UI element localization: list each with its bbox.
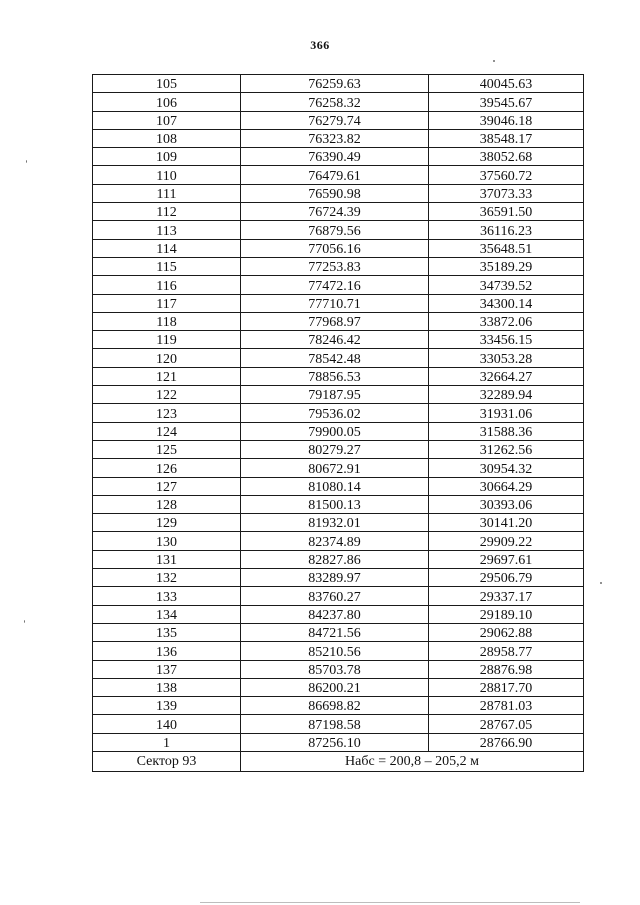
y-coordinate-cell: 33456.15 [429, 331, 584, 349]
point-number-cell: 113 [93, 221, 241, 239]
height-range-label: Набс = 200,8 – 205,2 м [241, 751, 584, 771]
y-coordinate-cell: 35189.29 [429, 257, 584, 275]
y-coordinate-cell: 37073.33 [429, 184, 584, 202]
y-coordinate-cell: 40045.63 [429, 75, 584, 93]
x-coordinate-cell: 76258.32 [241, 93, 429, 111]
scan-speck [26, 160, 27, 163]
table-row [93, 715, 584, 733]
page-number: 366 [310, 38, 330, 52]
table-row [93, 550, 584, 568]
point-number-cell: 112 [93, 203, 241, 221]
x-coordinate-cell: 77710.71 [241, 294, 429, 312]
point-number-cell: 134 [93, 605, 241, 623]
x-coordinate-cell: 80672.91 [241, 459, 429, 477]
table-row [93, 129, 584, 147]
table-row [93, 349, 584, 367]
x-coordinate-cell: 76323.82 [241, 129, 429, 147]
scan-speck [493, 60, 495, 62]
x-coordinate-cell: 78246.42 [241, 331, 429, 349]
x-coordinate-cell: 87256.10 [241, 733, 429, 751]
y-coordinate-cell: 33872.06 [429, 312, 584, 330]
point-number-cell: 135 [93, 623, 241, 641]
y-coordinate-cell: 36591.50 [429, 203, 584, 221]
table-row [93, 440, 584, 458]
x-coordinate-cell: 79900.05 [241, 422, 429, 440]
table-row [93, 331, 584, 349]
y-coordinate-cell: 29062.88 [429, 623, 584, 641]
point-number-cell: 111 [93, 184, 241, 202]
point-number-cell: 118 [93, 312, 241, 330]
y-coordinate-cell: 29189.10 [429, 605, 584, 623]
table-row [93, 660, 584, 678]
table-row [93, 459, 584, 477]
y-coordinate-cell: 28876.98 [429, 660, 584, 678]
table-row [93, 422, 584, 440]
y-coordinate-cell: 33053.28 [429, 349, 584, 367]
point-number-cell: 132 [93, 569, 241, 587]
x-coordinate-cell: 76879.56 [241, 221, 429, 239]
table-row [93, 367, 584, 385]
point-number-cell: 116 [93, 276, 241, 294]
x-coordinate-cell: 84237.80 [241, 605, 429, 623]
y-coordinate-cell: 32289.94 [429, 386, 584, 404]
scan-speck [600, 582, 602, 584]
point-number-cell: 109 [93, 148, 241, 166]
point-number-cell: 140 [93, 715, 241, 733]
table-row [93, 75, 584, 93]
x-coordinate-cell: 76724.39 [241, 203, 429, 221]
y-coordinate-cell: 31931.06 [429, 404, 584, 422]
x-coordinate-cell: 86200.21 [241, 678, 429, 696]
y-coordinate-cell: 29337.17 [429, 587, 584, 605]
table-row [93, 697, 584, 715]
y-coordinate-cell: 38548.17 [429, 129, 584, 147]
point-number-cell: 110 [93, 166, 241, 184]
y-coordinate-cell: 30393.06 [429, 495, 584, 513]
point-number-cell: 126 [93, 459, 241, 477]
point-number-cell: 106 [93, 93, 241, 111]
table-row [93, 239, 584, 257]
table-row [93, 203, 584, 221]
point-number-cell: 129 [93, 514, 241, 532]
scan-edge-line [200, 902, 580, 903]
x-coordinate-cell: 77253.83 [241, 257, 429, 275]
sector-label: Сектор 93 [93, 751, 241, 771]
y-coordinate-cell: 36116.23 [429, 221, 584, 239]
x-coordinate-cell: 81500.13 [241, 495, 429, 513]
y-coordinate-cell: 29506.79 [429, 569, 584, 587]
table-row [93, 623, 584, 641]
point-number-cell: 108 [93, 129, 241, 147]
table-row [93, 276, 584, 294]
y-coordinate-cell: 37560.72 [429, 166, 584, 184]
y-coordinate-cell: 35648.51 [429, 239, 584, 257]
table-row [93, 312, 584, 330]
x-coordinate-cell: 78856.53 [241, 367, 429, 385]
table-row [93, 257, 584, 275]
y-coordinate-cell: 39545.67 [429, 93, 584, 111]
point-number-cell: 131 [93, 550, 241, 568]
point-number-cell: 133 [93, 587, 241, 605]
point-number-cell: 1 [93, 733, 241, 751]
table-row [93, 587, 584, 605]
point-number-cell: 115 [93, 257, 241, 275]
table-row [93, 514, 584, 532]
table-row [93, 386, 584, 404]
x-coordinate-cell: 83760.27 [241, 587, 429, 605]
table-footer-row [93, 751, 584, 771]
x-coordinate-cell: 79187.95 [241, 386, 429, 404]
y-coordinate-cell: 30954.32 [429, 459, 584, 477]
point-number-cell: 119 [93, 331, 241, 349]
point-number-cell: 121 [93, 367, 241, 385]
x-coordinate-cell: 77472.16 [241, 276, 429, 294]
scan-speck [24, 620, 25, 623]
x-coordinate-cell: 86698.82 [241, 697, 429, 715]
x-coordinate-cell: 85210.56 [241, 642, 429, 660]
table-row [93, 642, 584, 660]
coordinates-table [92, 74, 584, 772]
point-number-cell: 107 [93, 111, 241, 129]
y-coordinate-cell: 34739.52 [429, 276, 584, 294]
x-coordinate-cell: 76259.63 [241, 75, 429, 93]
x-coordinate-cell: 77968.97 [241, 312, 429, 330]
x-coordinate-cell: 82827.86 [241, 550, 429, 568]
point-number-cell: 128 [93, 495, 241, 513]
y-coordinate-cell: 31588.36 [429, 422, 584, 440]
table-row [93, 404, 584, 422]
point-number-cell: 124 [93, 422, 241, 440]
table-row [93, 294, 584, 312]
table-row [93, 569, 584, 587]
y-coordinate-cell: 28767.05 [429, 715, 584, 733]
y-coordinate-cell: 38052.68 [429, 148, 584, 166]
table-row [93, 733, 584, 751]
y-coordinate-cell: 28766.90 [429, 733, 584, 751]
x-coordinate-cell: 76390.49 [241, 148, 429, 166]
x-coordinate-cell: 77056.16 [241, 239, 429, 257]
x-coordinate-cell: 81932.01 [241, 514, 429, 532]
point-number-cell: 117 [93, 294, 241, 312]
table-row [93, 93, 584, 111]
table-row [93, 148, 584, 166]
y-coordinate-cell: 29697.61 [429, 550, 584, 568]
point-number-cell: 114 [93, 239, 241, 257]
point-number-cell: 105 [93, 75, 241, 93]
y-coordinate-cell: 28958.77 [429, 642, 584, 660]
x-coordinate-cell: 84721.56 [241, 623, 429, 641]
table-row [93, 477, 584, 495]
y-coordinate-cell: 39046.18 [429, 111, 584, 129]
point-number-cell: 120 [93, 349, 241, 367]
table-row [93, 495, 584, 513]
table-row [93, 532, 584, 550]
x-coordinate-cell: 78542.48 [241, 349, 429, 367]
y-coordinate-cell: 32664.27 [429, 367, 584, 385]
table-row [93, 605, 584, 623]
y-coordinate-cell: 34300.14 [429, 294, 584, 312]
y-coordinate-cell: 30141.20 [429, 514, 584, 532]
y-coordinate-cell: 31262.56 [429, 440, 584, 458]
table-row [93, 184, 584, 202]
point-number-cell: 130 [93, 532, 241, 550]
x-coordinate-cell: 76479.61 [241, 166, 429, 184]
point-number-cell: 122 [93, 386, 241, 404]
x-coordinate-cell: 81080.14 [241, 477, 429, 495]
point-number-cell: 123 [93, 404, 241, 422]
x-coordinate-cell: 76279.74 [241, 111, 429, 129]
coordinates-table-body [93, 75, 584, 752]
x-coordinate-cell: 80279.27 [241, 440, 429, 458]
table-row [93, 111, 584, 129]
x-coordinate-cell: 79536.02 [241, 404, 429, 422]
y-coordinate-cell: 28781.03 [429, 697, 584, 715]
y-coordinate-cell: 30664.29 [429, 477, 584, 495]
point-number-cell: 139 [93, 697, 241, 715]
x-coordinate-cell: 85703.78 [241, 660, 429, 678]
x-coordinate-cell: 76590.98 [241, 184, 429, 202]
x-coordinate-cell: 82374.89 [241, 532, 429, 550]
point-number-cell: 127 [93, 477, 241, 495]
table-row [93, 166, 584, 184]
y-coordinate-cell: 29909.22 [429, 532, 584, 550]
point-number-cell: 136 [93, 642, 241, 660]
x-coordinate-cell: 83289.97 [241, 569, 429, 587]
table-row [93, 678, 584, 696]
point-number-cell: 125 [93, 440, 241, 458]
table-row [93, 221, 584, 239]
point-number-cell: 137 [93, 660, 241, 678]
y-coordinate-cell: 28817.70 [429, 678, 584, 696]
point-number-cell: 138 [93, 678, 241, 696]
x-coordinate-cell: 87198.58 [241, 715, 429, 733]
